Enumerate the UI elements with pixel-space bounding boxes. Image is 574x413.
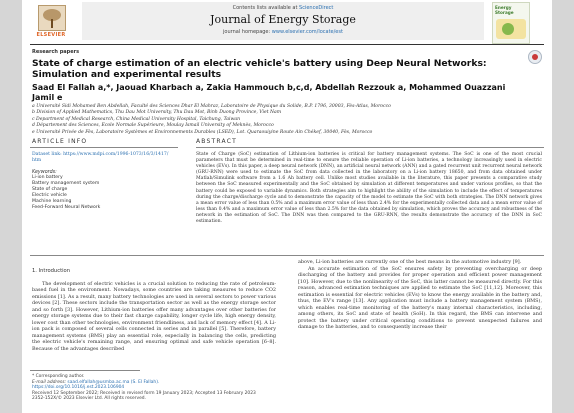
- dataset-link[interactable]: Dataset link: https://www.mdpi.com/1996-1073/16/3/1417/htm: [32, 152, 169, 163]
- footnotes: [32, 374, 392, 402]
- keyword: Battery management system: [32, 181, 100, 186]
- affiliation: b Division of Applied Mathematics, Thu Dau Mot University, Thu Dau Mot, Binh Duong Province, Viet Nam: [32, 110, 282, 116]
- cover-circle: [502, 23, 514, 35]
- article-type: Research papers: [32, 49, 80, 55]
- homepage-prefix: journal homepage:: [223, 29, 271, 35]
- article-info-heading: ARTICLE INFO: [32, 138, 88, 145]
- homepage-line: [82, 29, 484, 35]
- body-column-left: [32, 268, 276, 353]
- email-label: E-mail address:: [32, 379, 66, 385]
- keyword: Li-ion battery: [32, 175, 63, 180]
- section-heading: 1. Introduction: [32, 268, 71, 274]
- body-paragraph: An accurate estimation of the SoC ensures safety by preventing overcharging or deep discharging of the battery and provides for proper operation and efficient power management [10]. However, due to the nonlinearity of the SoC, this latter cannot be measured directly. For this reason, advanced estimation techniques are applied to estimate the SoC [11,12]. Moreover, this estimation is essential for electric vehicles (EVs) to know the energy available in the battery and, thus, the EV's range [13]. Any application must include a battery management system (BMS), which enables real-time monitoring of the battery's many internal characteristics, including, among others, its SoC and state of health (SoH). In this regard, the BMS can intervene and protect the battery under critical operating conditions to prevent unexpected failures and damage to the batteries, and to consequently increase their: [298, 265, 542, 331]
- affiliation: c Department of Medical Research, China Medical University Hospital, Taichung, Taiwan: [32, 116, 241, 122]
- keywords-label: Keywords:: [32, 170, 57, 175]
- contents-line: [82, 5, 484, 11]
- crossmark-icon[interactable]: [528, 50, 542, 64]
- article-info-rule: [30, 147, 178, 148]
- corresponding-author-note: * Corresponding author.: [32, 374, 85, 379]
- affiliation: d Département des Sciences, Ecole Normale Supérieure, Moulay Ismail University of Meknès, Morocco: [32, 123, 274, 129]
- author-list: Saad El Fallah a,*, Jaouad Kharbach a, Zakia Hammouch b,c,d, Abdellah Rezzouk a, Mohammed Ouazzani Jamil e: [32, 83, 506, 102]
- keyword: Feed-Forward Neural Network: [32, 205, 101, 210]
- article-page: [22, 0, 552, 413]
- doi-link[interactable]: https://doi.org/10.1016/j.est.2023.106904: [32, 385, 125, 391]
- journal-header: [30, 2, 544, 42]
- keyword: State of charge: [32, 187, 68, 192]
- affiliations: [32, 104, 522, 136]
- email-link[interactable]: saad.elfallah@usmba.ac.ma (S. El Fallah).: [67, 379, 160, 385]
- abstract-bottom-rule: [30, 255, 544, 256]
- issn-copyright: 2352-152X/© 2023 Elsevier Ltd. All rights reserved.: [32, 396, 146, 402]
- paper-title: State of charge estimation of an electric vehicle's battery using Deep Neural Networks: Simulation and experimental results: [32, 58, 487, 80]
- publisher-logo: [30, 2, 72, 42]
- keyword: Electric vehicle: [32, 193, 67, 198]
- body-paragraph: above, Li-ion batteries are currently one of the best means in the automotive industry [9].: [298, 259, 522, 265]
- abstract-heading: ABSTRACT: [196, 138, 237, 145]
- body-column-right: [298, 259, 542, 331]
- footnote-rule: [30, 370, 140, 371]
- abstract-text: State of Charge (SoC) estimation of Lithium-ion batteries is critical for battery management systems. The SoC is one of the most crucial parameters that must be determined in real-time to ensure the reliable operation of Li-ion batteries, a technology increasingly used in electric vehicles (EVs). In this paper, a deep neural network (DNN), an artificial neural network (ANN) and a gated recurrent unit recurrent neural network (GRU-RNN) were used to estimate the SoC from data collected in the laboratory on a Li-ion battery 18650, and from data obtained under Matlab/Simulink software from a 1.6 Ah battery cell. Unlike most studies available in the literature, this paper presents a comparative study between the SoC measured experimentally and the SoC obtained by simulation at different temperatures and under various profiles, so that the battery could be exposed to variable dynamics. Both strategies aim to highlight the ability of the simulation to include the effect of temperatures during the charge/discharge cycle and to demonstrate the capacity of the model to estimate the SoC with both strategies. The DNN network gives a mean error value of less than 0.5% and a maximum error value of less than 2.4% for the experimentally collected data and a mean error value of less than 0.4% and a maximum error value of less than 2.5% for the data obtained by simulation, which proves the accuracy and robustness of the network in the estimation of SoC. The DNN was then compared to the GRU-RNN, the results demonstrate the accuracy of the DNN in SoC estimation.: [196, 152, 542, 225]
- journal-title: Journal of Energy Storage: [210, 13, 356, 26]
- received-dates: Received 12 September 2022; Received in revised form 19 January 2023; Accepted 13 February 2023: [32, 390, 256, 396]
- elsevier-tree-icon: [38, 5, 66, 31]
- body-paragraph: The development of electric vehicles is a crucial solution to reducing the rate of petroleum-based fuel in the environment. Nowadays, some countries are taking measures to reduce CO2 emissions [1]. As a result, many battery technologies are used in several sectors to power various devices [2]. These sectors include the transportation sector as well as the energy storage sector and so forth [3]. However, Lithium-ion batteries offer many advantages over other batteries for energy storage systems due to their fast charge capability, longer cycle life, high energy density, lower cost than other technologies, environment friendliness, and lack of memory effect [4]. A Li-ion pack is composed of several cells connected in series and in parallel [5]. Therefore, battery management systems (BMS) play an essential role, especially in balancing the cells, predicting the electric vehicle's remaining range, and ensuring optimal and safe vehicle operation [6–8]. Because of the advantages described: [32, 280, 276, 353]
- affiliation: a Université Sidi Mohamed Ben Abdellah, Faculté des Sciences Dhar El Mahraz, Laboratoire de Physique du Solide, B.P. 1796, 30003, Fès-Atlas, Morocco: [32, 104, 391, 109]
- keyword: Machine learning: [32, 199, 72, 204]
- sciencedirect-link[interactable]: ScienceDirect: [299, 5, 334, 11]
- contents-prefix: Contents lists available at: [232, 5, 298, 11]
- header-divider: [30, 44, 544, 45]
- journal-cover-thumbnail: [492, 2, 530, 44]
- cover-title: Energy Storage: [495, 5, 514, 15]
- abstract-rule: [196, 147, 544, 148]
- journal-banner: [82, 2, 484, 40]
- affiliation: e Université Privée de Fès, Laboratoire Systèmes et Environnements Durables (LSED), Lot. Quaraouiyine Route Ain Chékef, 30040, Fès, Morocco: [32, 129, 373, 135]
- publisher-name: ELSEVIER: [36, 32, 66, 38]
- homepage-link[interactable]: www.elsevier.com/locate/est: [271, 29, 343, 35]
- article-info: [32, 152, 170, 211]
